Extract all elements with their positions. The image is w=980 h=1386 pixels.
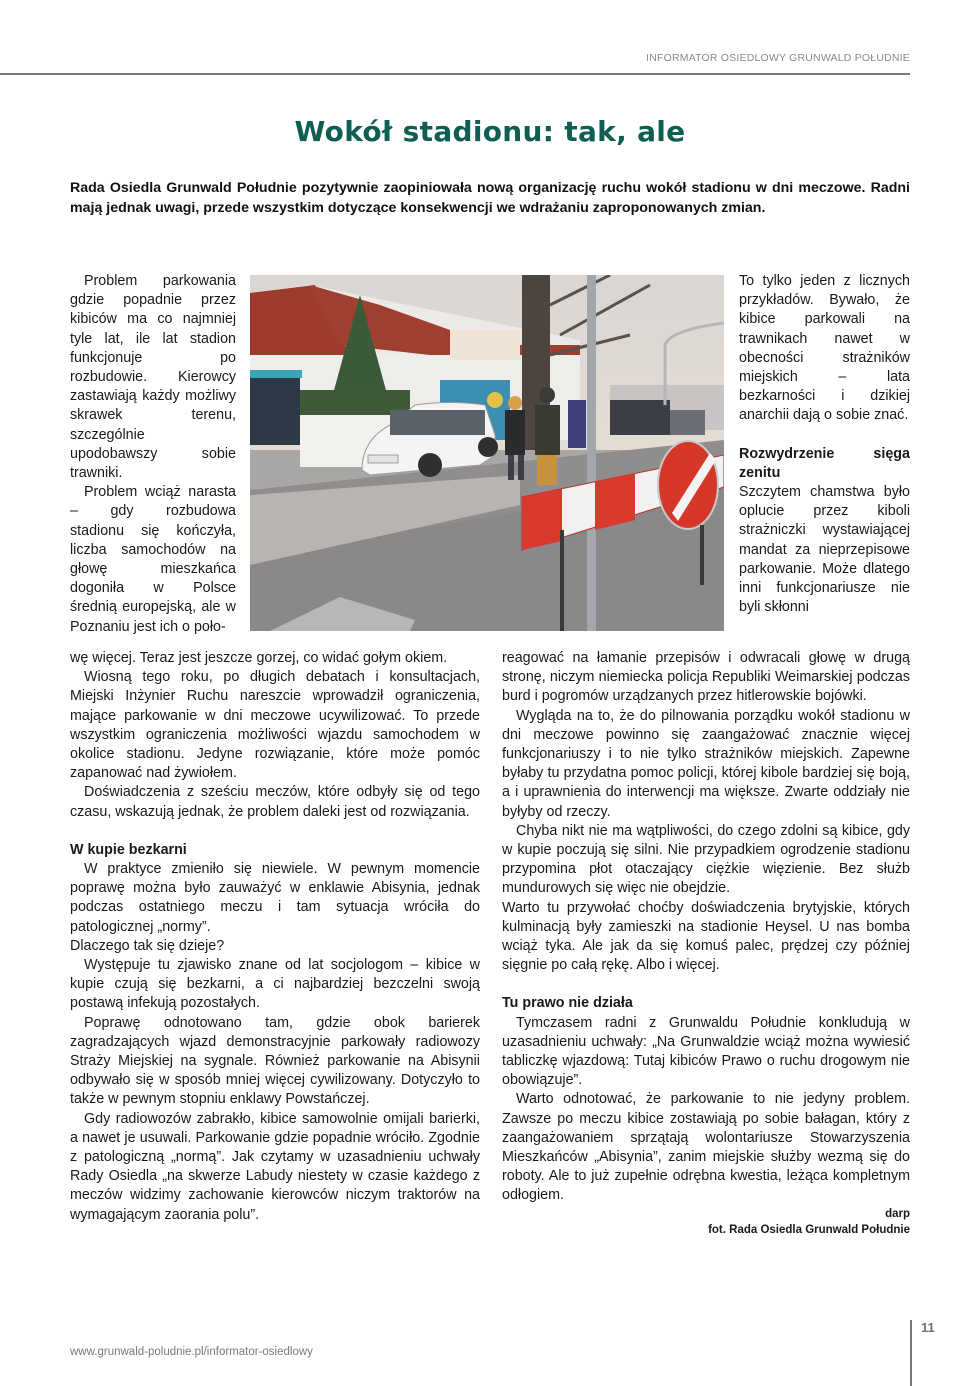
author-signature: darp (885, 1207, 910, 1220)
paragraph: Chyba nikt nie ma wątpliwości, do czego zdolni są kibice, gdy w kupie poczują się silni. Nie przypadkiem ogrodzenie stadionu przypomina płot otaczający ciężkie więzienie. Bez służb mundurowych się więc nie obejdzie. (502, 822, 910, 897)
paragraph: To tylko jeden z licznych przykładów. Bywało, że kibice parkowali na trawnikach nawet w obecności strażników miejskich – lata bezkarności i dzikiej anarchii dają o sobie znać. (739, 273, 910, 424)
paragraph: Wiosną tego roku, po długich debatach i konsultacjach, Miejski Inżynier Ruchu nareszcie wprowadził ograniczenia, mające parkowanie w dni meczowe ucywilizować. To przede wszystkim ograniczenia możliwości wjazdu samochodem w okolice stadionu. Jedyne rozwiązanie, które może pomóc zapanować nad żywiołem. (70, 669, 480, 782)
section-heading-w-kupie-bezkarni: W kupie bezkarni (70, 841, 187, 858)
paragraph: Warto odnotować, że parkowanie to nie jedyny problem. Zawsze po meczu kibice zostawiają po sobie bałagan, który z zaangażowaniem sprzątają wolontariusze Stowarzyszenia Mieszkańców „Abisynia”, zanim miejskie służby wezmą się do roboty. Ale to już zupełnie odrębna kwestia, leżąca kompletnym odłogiem. (502, 1091, 910, 1204)
photo-credit: fot. Rada Osiedla Grunwald Południe (708, 1223, 910, 1236)
paragraph: Szczytem chamstwa było oplucie przez kiboli strażniczki wystawiającej mandat za nieprzepisowe parkowanie. Może dlatego inni funkcjonariusze nie byli skłonni (739, 484, 910, 616)
paragraph: wę więcej. Teraz jest jeszcze gorzej, co widać gołym okiem. (70, 650, 448, 666)
footer-url: www.grunwald-poludnie.pl/informator-osiedlowy (70, 1346, 313, 1358)
paragraph: Gdy radiowozów zabrakło, kibice samowolnie omijali barierki, a nawet je usuwali. Parkowanie gdzie popadnie wróciło. Zgodnie z patologiczną „normą”. Jak czytamy w uzasadnieniu uchwały Rady Osiedla „na skwerze Labudy niestety w czasie każdego z meczów widzimy zachowanie kierowców niczym traktorów na wymagającym zaorania polu”. (70, 1110, 480, 1223)
section-heading-tu-prawo-nie-dziala: Tu prawo nie działa (502, 995, 633, 1012)
publication-header: INFORMATOR OSIEDLOWY GRUNWALD POŁUDNIE (646, 52, 910, 64)
paragraph: W praktyce zmieniło się niewiele. W pewnym momencie poprawę można było zauważyć w enklawie Abisynia, jednak podczas ostatniego meczu i tam sytuacja wróciła do patologicznej „normy”. (70, 861, 480, 935)
paragraph: Problem wciąż narasta – gdy rozbudowa stadionu się kończyła, liczba samochodów na głowę mieszkańca dogoniła w Polsce średnią europejską, ale w Poznaniu jest ich o poło- (70, 484, 236, 635)
section-heading-rozwydrzenie: Rozwydrzenie sięga zenitu (739, 445, 910, 481)
header-divider (0, 73, 910, 75)
article-title: Wokół stadionu: tak, ale (294, 115, 686, 148)
article-lead: Rada Osiedla Grunwald Południe pozytywnie zaopiniowała nową organizację ruchu wokół stadionu w dni meczowe. Radni mają jednak uwagi, przede wszystkim dotyczące konsekwencji we wdrażaniu zaproponowanych zmian. (70, 180, 910, 216)
left-wide-column (70, 649, 480, 1225)
page-number: 11 (921, 1320, 935, 1335)
paragraph: Tymczasem radni z Grunwaldu Południe konkludują w uzasadnieniu uchwały: „Na Grunwaldzie wciąż można wywiesić tabliczkę wjazdową: Tutaj kibiców Prawo o ruchu drogowym nie obowiązuje”. (502, 1014, 910, 1089)
paragraph: Wygląda na to, że do pilnowania porządku wokół stadionu w dni meczowe powinno się zaangażować znacznie więcej funkcjonariuszy i to nie tylko strażników miejskich. Zapewne byłaby tu przydatna pomoc policji, której kibole bardziej się boją, a i uprawnienia do interwencji ma większe. Zwarte oddziały nie byłyby od rzeczy. (502, 707, 910, 820)
paragraph: Doświadczenia z sześciu meczów, które odbyły się od tego czasu, wskazują jednak, że problem daleki jest od rozwiązania. (70, 784, 480, 820)
right-narrow-column (739, 272, 910, 617)
paragraph: Problem parkowania gdzie popadnie przez kibiców ma co najmniej tyle lat, ile lat stadion funkcjonuje po rozbudowie. Kierowcy zastawiają każdy możliwy skrawek terenu, szczególnie upodobawszy sobie trawniki. (70, 273, 236, 482)
page-number-divider (910, 1320, 912, 1386)
street-scene-image (250, 275, 724, 631)
paragraph: reagować na łamanie przepisów i odwracali głowę w drugą stronę, niczym niemiecka policja Republiki Weimarskiej podczas burd i pogromów urządzanych przez hitlerowskie bojówki. (502, 650, 910, 705)
right-wide-column (502, 649, 910, 1238)
paragraph: Warto tu przywołać choćby doświadczenia brytyjskie, których kulminacją były zamieszki na stadionie Heysel. U nas bomba wciąż tyka. Ale jak da się komuś palec, prędzej czy później sięgnie po całą rękę. Albo i więcej. (502, 899, 910, 974)
paragraph: Występuje tu zjawisko znane od lat socjologom – kibice w kupie czują się bezkarni, a ci najbardziej bezczelni swoją postawą infekują pozostałych. (70, 957, 480, 1012)
article-photo (250, 275, 724, 631)
paragraph: Dlaczego tak się dzieje? (70, 937, 225, 954)
left-narrow-column (70, 272, 236, 637)
paragraph: Poprawę odnotowano tam, gdzie obok barierek zagradzających wjazd demonstracyjnie parkowały radiowozy Straży Miejskiej na sygnale. Również parkowanie na Abisynii odbywało się w sposób mniej więcej cywilizowany. Dotyczyło to także w pewnym stopniu enklawy Powstańczej. (70, 1014, 480, 1108)
